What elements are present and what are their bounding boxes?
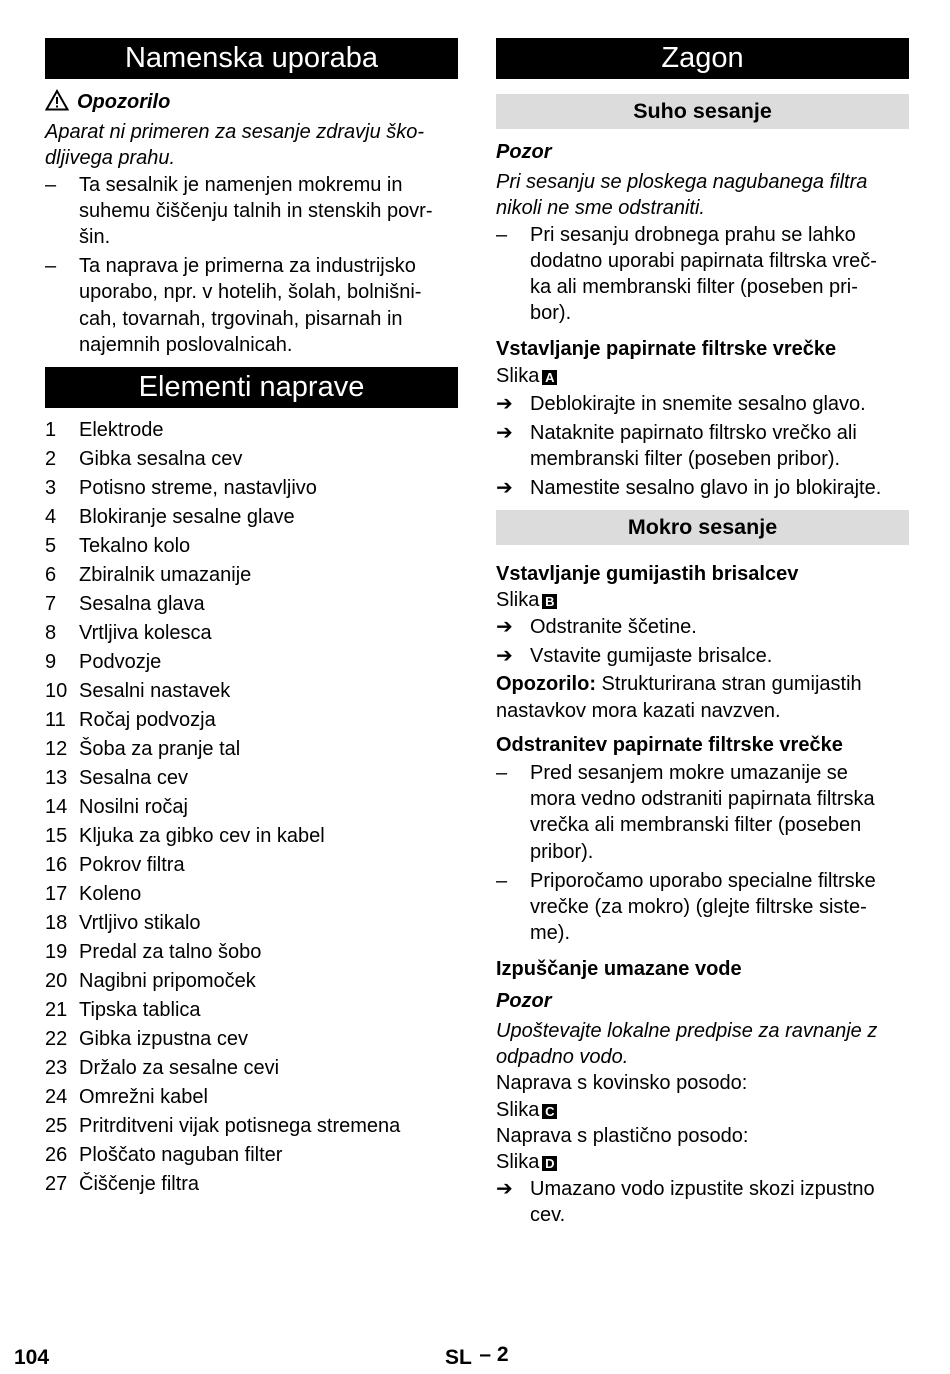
remove-bag-heading: Odstranitev papirnate filtrske vrečke bbox=[496, 733, 843, 756]
arrow-icon: ➔ bbox=[496, 392, 513, 415]
element-number: 16 bbox=[45, 854, 68, 877]
left-column bbox=[45, 38, 458, 1199]
element-number: 27 bbox=[45, 1173, 68, 1196]
element-list-item bbox=[45, 1054, 458, 1083]
element-list-item bbox=[45, 1025, 458, 1054]
warning-label: Opozorilo: bbox=[496, 673, 596, 696]
dash-mark: – bbox=[45, 255, 57, 278]
arrow-icon: ➔ bbox=[496, 1178, 513, 1201]
element-list-item bbox=[45, 561, 458, 590]
element-number: 9 bbox=[45, 651, 57, 674]
element-list-item bbox=[45, 677, 458, 706]
element-list-item bbox=[45, 967, 458, 996]
insert-wipers-heading: Vstavljanje gumijastih brisalcev bbox=[496, 562, 799, 585]
plastic-container-label: Naprava s plastično posodo: bbox=[496, 1124, 749, 1147]
element-label: Tekalno kolo bbox=[79, 535, 191, 558]
figure-a-badge: A bbox=[542, 370, 557, 385]
element-number: 17 bbox=[45, 883, 68, 906]
element-label: Sesalni nastavek bbox=[79, 680, 231, 703]
caution-label: Pozor bbox=[496, 141, 552, 163]
element-label: Šoba za pranje tal bbox=[79, 738, 241, 761]
caution-text: Upoštevajte lokalne predpise za ravnanje z odpadno vodo. bbox=[496, 1019, 878, 1069]
element-label: Vrtljiva kolesca bbox=[79, 622, 212, 645]
caution-label: Pozor bbox=[496, 989, 552, 1012]
list-item: – Pred sesanjem mokre umazanije se mora vedno odstraniti papirnata filtrska vrečka ali membranski filter (poseben pribor). bbox=[496, 760, 909, 865]
element-number: 22 bbox=[45, 1028, 68, 1051]
startup-heading: Zagon bbox=[496, 38, 909, 79]
element-list-item bbox=[45, 474, 458, 503]
element-label: Držalo za sesalne cevi bbox=[79, 1057, 280, 1080]
element-label: Blokiranje sesalne glave bbox=[79, 506, 295, 529]
element-number: 8 bbox=[45, 622, 57, 645]
list-item: – Ta naprava je primerna za industrijsko uporabo, npr. v hotelih, šolah, bolnišni- cah, tovarnah, trgovinah, pisarnah in najemnih poslovalnicah. bbox=[45, 253, 458, 358]
wiper-warning: Opozorilo: Strukturirana stran gumijastih nastavkov mora kazati navzven. bbox=[496, 673, 862, 722]
element-number: 21 bbox=[45, 999, 68, 1022]
element-number: 13 bbox=[45, 767, 68, 790]
step-item: ➔ Odstranite ščetine. bbox=[496, 614, 909, 640]
element-number: 2 bbox=[45, 448, 57, 471]
arrow-icon: ➔ bbox=[496, 645, 513, 668]
element-list-item bbox=[45, 1141, 458, 1170]
element-number: 19 bbox=[45, 941, 68, 964]
figure-ref: Slika C bbox=[496, 1097, 909, 1123]
element-list-item bbox=[45, 880, 458, 909]
warning-label: Opozorilo bbox=[77, 91, 171, 113]
step-item: ➔ Umazano vodo izpustite skozi izpustno cev. bbox=[496, 1176, 909, 1228]
list-item: – Priporočamo uporabo specialne filtrske vrečke (za mokro) (glejte filtrske siste- me). bbox=[496, 868, 909, 947]
element-number: 23 bbox=[45, 1057, 68, 1080]
element-label: Ročaj podvozja bbox=[79, 709, 216, 732]
element-number: 15 bbox=[45, 825, 68, 848]
figure-ref: Slika D bbox=[496, 1149, 909, 1175]
element-list-item bbox=[45, 909, 458, 938]
list-item: – Pri sesanju drobnega prahu se lahko dodatno uporabi papirnata filtrska vreč- ka ali membranski filter (poseben pri- bor). bbox=[496, 222, 909, 327]
dash-mark: – bbox=[45, 173, 57, 196]
element-number: 24 bbox=[45, 1086, 68, 1109]
dash-mark: – bbox=[496, 762, 508, 785]
element-list-item bbox=[45, 1170, 458, 1199]
element-number: 7 bbox=[45, 593, 57, 616]
element-label: Ploščato naguban filter bbox=[79, 1144, 283, 1167]
element-list-item bbox=[45, 735, 458, 764]
element-label: Sesalna glava bbox=[79, 593, 205, 616]
element-list-item bbox=[45, 1112, 458, 1141]
element-list-item bbox=[45, 764, 458, 793]
wet-vacuuming-heading: Mokro sesanje bbox=[496, 510, 909, 545]
element-list-item bbox=[45, 503, 458, 532]
element-label: Koleno bbox=[79, 883, 142, 906]
element-list-item bbox=[45, 706, 458, 735]
dash-mark: – bbox=[496, 223, 508, 246]
element-list-item bbox=[45, 532, 458, 561]
step-item: ➔ Nataknite papirnato filtrsko vrečko ali membranski filter (poseben pribor). bbox=[496, 420, 909, 472]
metal-container-label: Naprava s kovinsko posodo: bbox=[496, 1072, 748, 1095]
element-list-item bbox=[45, 996, 458, 1025]
element-label: Elektrode bbox=[79, 419, 164, 442]
drain-heading: Izpuščanje umazane vode bbox=[496, 958, 742, 981]
figure-d-badge: D bbox=[542, 1156, 557, 1171]
element-number: 11 bbox=[45, 709, 66, 732]
element-list-item bbox=[45, 938, 458, 967]
step-item: ➔ Vstavite gumijaste brisalce. bbox=[496, 643, 909, 669]
right-column bbox=[496, 38, 909, 1229]
element-list-item bbox=[45, 822, 458, 851]
intended-use-heading: Namenska uporaba bbox=[45, 38, 458, 79]
element-list-item bbox=[45, 1083, 458, 1112]
element-label: Potisno streme, nastavljivo bbox=[79, 477, 317, 500]
insert-bag-heading: Vstavljanje papirnate filtrske vrečke bbox=[496, 338, 837, 361]
element-list-item bbox=[45, 445, 458, 474]
dry-vacuuming-heading: Suho sesanje bbox=[496, 94, 909, 129]
element-label: Podvozje bbox=[79, 651, 162, 674]
element-number: 20 bbox=[45, 970, 68, 993]
elements-heading: Elementi naprave bbox=[45, 367, 458, 408]
element-number: 10 bbox=[45, 680, 68, 703]
element-number: 25 bbox=[45, 1115, 68, 1138]
element-number: 4 bbox=[45, 506, 57, 529]
element-number: 14 bbox=[45, 796, 68, 819]
warning-triangle-icon bbox=[45, 89, 69, 111]
element-label: Čiščenje filtra bbox=[79, 1173, 200, 1196]
footer-lang: SL – 2 bbox=[445, 1343, 509, 1369]
warning-label-row bbox=[45, 89, 458, 115]
arrow-icon: ➔ bbox=[496, 422, 513, 445]
element-list-item bbox=[45, 851, 458, 880]
figure-c-badge: C bbox=[542, 1104, 557, 1119]
element-list-item bbox=[45, 416, 458, 445]
element-list-item bbox=[45, 793, 458, 822]
element-list-item bbox=[45, 619, 458, 648]
elements-list bbox=[45, 416, 458, 1199]
element-label: Pritrditveni vijak potisnega stremena bbox=[79, 1115, 401, 1138]
list-item: – Ta sesalnik je namenjen mokremu in suhemu čiščenju talnih in stenskih povr- šin. bbox=[45, 172, 458, 251]
arrow-icon: ➔ bbox=[496, 477, 513, 500]
element-label: Gibka izpustna cev bbox=[79, 1028, 248, 1051]
element-label: Zbiralnik umazanije bbox=[79, 564, 252, 587]
dash-mark: – bbox=[496, 869, 508, 892]
element-number: 6 bbox=[45, 564, 57, 587]
arrow-icon: ➔ bbox=[496, 616, 513, 639]
element-label: Sesalna cev bbox=[79, 767, 188, 790]
element-label: Nagibni pripomoček bbox=[79, 970, 256, 993]
element-label: Pokrov filtra bbox=[79, 854, 185, 877]
element-number: 18 bbox=[45, 912, 68, 935]
element-number: 5 bbox=[45, 535, 57, 558]
element-label: Gibka sesalna cev bbox=[79, 448, 243, 471]
figure-b-badge: B bbox=[542, 594, 557, 609]
figure-ref: Slika A bbox=[496, 363, 909, 389]
element-label: Omrežni kabel bbox=[79, 1086, 208, 1109]
page-number: 104 bbox=[14, 1346, 50, 1369]
figure-ref: Slika B bbox=[496, 587, 909, 613]
element-list-item bbox=[45, 590, 458, 619]
step-item: ➔ Namestite sesalno glavo in jo blokirajte. bbox=[496, 475, 909, 501]
element-list-item bbox=[45, 648, 458, 677]
caution-text: Pri sesanju se ploskega nagubanega filtra nikoli ne sme odstraniti. bbox=[496, 171, 868, 220]
element-number: 3 bbox=[45, 477, 57, 500]
element-label: Vrtljivo stikalo bbox=[79, 912, 201, 935]
element-label: Kljuka za gibko cev in kabel bbox=[79, 825, 325, 848]
warning-text: Aparat ni primeren za sesanje zdravju ško- dljivega prahu. bbox=[45, 121, 425, 170]
element-number: 26 bbox=[45, 1144, 68, 1167]
element-label: Predal za talno šobo bbox=[79, 941, 262, 964]
element-number: 12 bbox=[45, 738, 68, 761]
element-number: 1 bbox=[45, 419, 57, 442]
element-label: Nosilni ročaj bbox=[79, 796, 188, 819]
element-label: Tipska tablica bbox=[79, 999, 201, 1022]
step-item: ➔ Deblokirajte in snemite sesalno glavo. bbox=[496, 391, 909, 417]
